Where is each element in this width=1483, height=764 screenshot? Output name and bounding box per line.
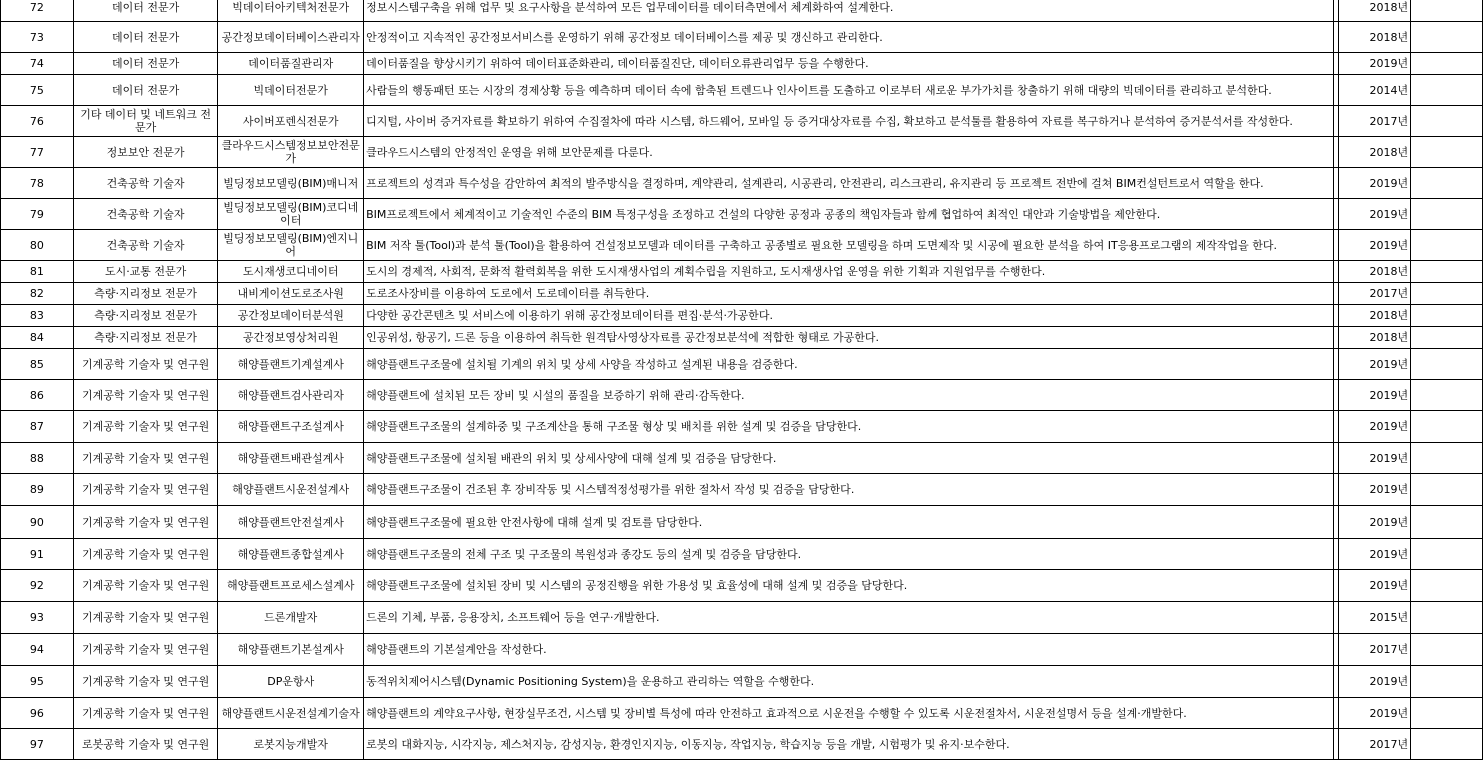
year-cell[interactable]: 2019년 bbox=[1339, 168, 1411, 199]
row-number-cell[interactable]: 82 bbox=[1, 283, 74, 305]
row-number-cell[interactable]: 74 bbox=[1, 53, 74, 75]
empty-cell[interactable] bbox=[1411, 75, 1483, 106]
row-number-cell[interactable]: 89 bbox=[1, 474, 74, 506]
description-cell[interactable]: 해양플랜트구조물에 설치될 배관의 위치 및 상세사양에 대해 설계 및 검증을 담당한다. bbox=[364, 443, 1334, 474]
category-cell[interactable]: 기계공학 기술자 및 연구원 bbox=[73, 506, 218, 539]
job-title-cell[interactable]: 빌딩정보모델링(BIM)코디네이터 bbox=[218, 199, 364, 230]
year-cell[interactable]: 2019년 bbox=[1339, 411, 1411, 443]
description-cell[interactable]: 해양플랜트구조물에 설치될 기계의 위치 및 상세 사양을 작성하고 설계된 내용을 검증한다. bbox=[364, 349, 1334, 380]
row-number-cell[interactable]: 80 bbox=[1, 230, 74, 261]
category-cell[interactable]: 기계공학 기술자 및 연구원 bbox=[73, 698, 218, 729]
row-number-cell[interactable]: 92 bbox=[1, 570, 74, 602]
empty-cell[interactable] bbox=[1411, 602, 1483, 634]
job-title-cell[interactable]: 드론개발자 bbox=[218, 602, 364, 634]
description-cell[interactable]: 해양플랜트의 계약요구사항, 현장실무조건, 시스템 및 장비별 특성에 따라 안전하고 효과적으로 시운전을 수행할 수 있도록 시운전절차서, 시운전설명서 등을 설계·개발한다. bbox=[364, 698, 1334, 729]
description-cell[interactable]: 사람들의 행동패턴 또는 시장의 경제상황 등을 예측하며 데이터 속에 함축된 트렌드나 인사이트를 도출하고 이로부터 새로운 부가가치를 창출하기 위해 대량의 빅데이터를 관리하고 분석한다. bbox=[364, 75, 1334, 106]
table-row[interactable] bbox=[1, 380, 1483, 411]
description-cell[interactable]: 데이터품질을 향상시키기 위하여 데이터표준화관리, 데이터품질진단, 데이터오류관리업무 등을 수행한다. bbox=[364, 53, 1334, 75]
row-number-cell[interactable]: 78 bbox=[1, 168, 74, 199]
row-number-cell[interactable]: 72 bbox=[1, 0, 74, 22]
description-cell[interactable]: 해양플랜트구조물이 건조된 후 장비작동 및 시스템적정성평가를 위한 절차서 작성 및 검증을 담당한다. bbox=[364, 474, 1334, 506]
row-number-cell[interactable]: 96 bbox=[1, 698, 74, 729]
year-cell[interactable]: 2014년 bbox=[1339, 75, 1411, 106]
description-cell[interactable]: 해양플랜트에 설치된 모든 장비 및 시설의 품질을 보증하기 위해 관리·감독한다. bbox=[364, 380, 1334, 411]
year-cell[interactable]: 2018년 bbox=[1339, 0, 1411, 22]
job-title-cell[interactable]: 도시재생코디네이터 bbox=[218, 261, 364, 283]
table-row[interactable] bbox=[1, 698, 1483, 729]
job-title-cell[interactable]: 해양플랜트구조설계사 bbox=[218, 411, 364, 443]
empty-cell[interactable] bbox=[1411, 474, 1483, 506]
empty-cell[interactable] bbox=[1411, 634, 1483, 666]
job-title-cell[interactable]: 해양플랜트프로세스설계사 bbox=[218, 570, 364, 602]
job-title-cell[interactable]: 빅데이터아키텍처전문가 bbox=[218, 0, 364, 22]
category-cell[interactable]: 로봇공학 기술자 및 연구원 bbox=[73, 729, 218, 760]
table-row[interactable] bbox=[1, 106, 1483, 137]
description-cell[interactable]: 드론의 기체, 부품, 응용장치, 소프트웨어 등을 연구·개발한다. bbox=[364, 602, 1334, 634]
job-title-cell[interactable]: 공간정보데이터분석원 bbox=[218, 305, 364, 327]
job-title-cell[interactable]: 해양플랜트배관설계사 bbox=[218, 443, 364, 474]
table-row[interactable] bbox=[1, 474, 1483, 506]
description-cell[interactable]: 클라우드시스템의 안정적인 운영을 위해 보안문제를 다룬다. bbox=[364, 137, 1334, 168]
job-title-cell[interactable]: 해양플랜트종합설계사 bbox=[218, 539, 364, 570]
category-cell[interactable]: 데이터 전문가 bbox=[73, 53, 218, 75]
year-cell[interactable]: 2017년 bbox=[1339, 634, 1411, 666]
category-cell[interactable]: 건축공학 기술자 bbox=[73, 199, 218, 230]
category-cell[interactable]: 기계공학 기술자 및 연구원 bbox=[73, 570, 218, 602]
table-row[interactable] bbox=[1, 75, 1483, 106]
category-cell[interactable]: 기계공학 기술자 및 연구원 bbox=[73, 411, 218, 443]
row-number-cell[interactable]: 79 bbox=[1, 199, 74, 230]
table-row[interactable] bbox=[1, 349, 1483, 380]
empty-cell[interactable] bbox=[1411, 570, 1483, 602]
empty-cell[interactable] bbox=[1411, 305, 1483, 327]
category-cell[interactable]: 기계공학 기술자 및 연구원 bbox=[73, 602, 218, 634]
table-row[interactable] bbox=[1, 137, 1483, 168]
table-row[interactable] bbox=[1, 22, 1483, 53]
year-cell[interactable]: 2018년 bbox=[1339, 137, 1411, 168]
category-cell[interactable]: 건축공학 기술자 bbox=[73, 168, 218, 199]
empty-cell[interactable] bbox=[1411, 283, 1483, 305]
empty-cell[interactable] bbox=[1411, 22, 1483, 53]
row-number-cell[interactable]: 83 bbox=[1, 305, 74, 327]
year-cell[interactable]: 2017년 bbox=[1339, 106, 1411, 137]
table-row[interactable] bbox=[1, 305, 1483, 327]
category-cell[interactable]: 기타 데이터 및 네트워크 전문가 bbox=[73, 106, 218, 137]
table-row[interactable] bbox=[1, 230, 1483, 261]
table-row[interactable] bbox=[1, 168, 1483, 199]
job-title-cell[interactable]: 공간정보영상처리원 bbox=[218, 327, 364, 349]
category-cell[interactable]: 데이터 전문가 bbox=[73, 75, 218, 106]
year-cell[interactable]: 2019년 bbox=[1339, 443, 1411, 474]
empty-cell[interactable] bbox=[1411, 199, 1483, 230]
year-cell[interactable]: 2019년 bbox=[1339, 230, 1411, 261]
category-cell[interactable]: 데이터 전문가 bbox=[73, 0, 218, 22]
row-number-cell[interactable]: 95 bbox=[1, 666, 74, 698]
year-cell[interactable]: 2019년 bbox=[1339, 570, 1411, 602]
year-cell[interactable]: 2019년 bbox=[1339, 506, 1411, 539]
empty-cell[interactable] bbox=[1411, 137, 1483, 168]
year-cell[interactable]: 2019년 bbox=[1339, 698, 1411, 729]
category-cell[interactable]: 기계공학 기술자 및 연구원 bbox=[73, 666, 218, 698]
category-cell[interactable]: 측량·지리정보 전문가 bbox=[73, 327, 218, 349]
year-cell[interactable]: 2017년 bbox=[1339, 283, 1411, 305]
row-number-cell[interactable]: 75 bbox=[1, 75, 74, 106]
table-row[interactable] bbox=[1, 0, 1483, 22]
table-row[interactable] bbox=[1, 283, 1483, 305]
empty-cell[interactable] bbox=[1411, 327, 1483, 349]
description-cell[interactable]: 다양한 공간콘텐츠 및 서비스에 이용하기 위해 공간정보데이터를 편집·분석·가공한다. bbox=[364, 305, 1334, 327]
category-cell[interactable]: 기계공학 기술자 및 연구원 bbox=[73, 474, 218, 506]
category-cell[interactable]: 정보보안 전문가 bbox=[73, 137, 218, 168]
table-row[interactable] bbox=[1, 634, 1483, 666]
job-title-cell[interactable]: 해양플랜트시운전설계사 bbox=[218, 474, 364, 506]
table-row[interactable] bbox=[1, 539, 1483, 570]
table-row[interactable] bbox=[1, 602, 1483, 634]
description-cell[interactable]: 정보시스템구축을 위해 업무 및 요구사항을 분석하여 모든 업무데이터를 데이터측면에서 체계화하여 설계한다. bbox=[364, 0, 1334, 22]
year-cell[interactable]: 2019년 bbox=[1339, 666, 1411, 698]
job-title-cell[interactable]: 빌딩정보모델링(BIM)매니저 bbox=[218, 168, 364, 199]
table-row[interactable] bbox=[1, 199, 1483, 230]
description-cell[interactable]: 해양플랜트의 기본설계안을 작성한다. bbox=[364, 634, 1334, 666]
category-cell[interactable]: 기계공학 기술자 및 연구원 bbox=[73, 380, 218, 411]
row-number-cell[interactable]: 97 bbox=[1, 729, 74, 760]
empty-cell[interactable] bbox=[1411, 261, 1483, 283]
job-title-cell[interactable]: 빅데이터전문가 bbox=[218, 75, 364, 106]
row-number-cell[interactable]: 73 bbox=[1, 22, 74, 53]
description-cell[interactable]: BIM 저작 툴(Tool)과 분석 툴(Tool)을 활용하여 건설정보모델과 데이터를 구축하고 공종별로 필요한 모델링을 하며 도면제작 및 시공에 필요한 분석을 하여 IT응용프로그램의 제작작업을 한다. bbox=[364, 230, 1334, 261]
table-row[interactable] bbox=[1, 443, 1483, 474]
empty-cell[interactable] bbox=[1411, 106, 1483, 137]
table-row[interactable] bbox=[1, 506, 1483, 539]
category-cell[interactable]: 측량·지리정보 전문가 bbox=[73, 305, 218, 327]
table-row[interactable] bbox=[1, 411, 1483, 443]
description-cell[interactable]: 해양플랜트구조물의 전체 구조 및 구조물의 복원성과 종강도 등의 설계 및 검증을 담당한다. bbox=[364, 539, 1334, 570]
empty-cell[interactable] bbox=[1411, 539, 1483, 570]
empty-cell[interactable] bbox=[1411, 443, 1483, 474]
row-number-cell[interactable]: 87 bbox=[1, 411, 74, 443]
job-title-cell[interactable]: 사이버포렌식전문가 bbox=[218, 106, 364, 137]
category-cell[interactable]: 기계공학 기술자 및 연구원 bbox=[73, 443, 218, 474]
row-number-cell[interactable]: 85 bbox=[1, 349, 74, 380]
empty-cell[interactable] bbox=[1411, 698, 1483, 729]
empty-cell[interactable] bbox=[1411, 349, 1483, 380]
empty-cell[interactable] bbox=[1411, 0, 1483, 22]
job-title-cell[interactable]: 데이터품질관리자 bbox=[218, 53, 364, 75]
description-cell[interactable]: 해양플랜트구조물에 설치된 장비 및 시스템의 공정진행을 위한 가용성 및 효율성에 대해 설계 및 검증을 담당한다. bbox=[364, 570, 1334, 602]
job-title-cell[interactable]: DP운항사 bbox=[218, 666, 364, 698]
year-cell[interactable]: 2018년 bbox=[1339, 261, 1411, 283]
empty-cell[interactable] bbox=[1411, 411, 1483, 443]
category-cell[interactable]: 기계공학 기술자 및 연구원 bbox=[73, 634, 218, 666]
year-cell[interactable]: 2019년 bbox=[1339, 539, 1411, 570]
row-number-cell[interactable]: 90 bbox=[1, 506, 74, 539]
empty-cell[interactable] bbox=[1411, 380, 1483, 411]
description-cell[interactable]: 프로젝트의 성격과 특수성을 감안하여 최적의 발주방식을 결정하며, 계약관리, 설계관리, 시공관리, 안전관리, 리스크관리, 유지관리 등 프로젝트 전반에 걸쳐 BIM컨설턴트로서 역할을 한다. bbox=[364, 168, 1334, 199]
job-title-cell[interactable]: 빌딩정보모델링(BIM)엔지니어 bbox=[218, 230, 364, 261]
category-cell[interactable]: 기계공학 기술자 및 연구원 bbox=[73, 349, 218, 380]
job-title-cell[interactable]: 해양플랜트안전설계사 bbox=[218, 506, 364, 539]
year-cell[interactable]: 2018년 bbox=[1339, 327, 1411, 349]
empty-cell[interactable] bbox=[1411, 666, 1483, 698]
year-cell[interactable]: 2018년 bbox=[1339, 22, 1411, 53]
description-cell[interactable]: 디지털, 사이버 증거자료를 확보하기 위하여 수집절차에 따라 시스템, 하드웨어, 모바일 등 증거대상자료를 수집, 확보하고 분석툴를 활용하여 자료를 복구하거나 분석하여 증거분석서를 작성한다. bbox=[364, 106, 1334, 137]
empty-cell[interactable] bbox=[1411, 506, 1483, 539]
job-title-cell[interactable]: 내비게이션도로조사원 bbox=[218, 283, 364, 305]
category-cell[interactable]: 데이터 전문가 bbox=[73, 22, 218, 53]
row-number-cell[interactable]: 88 bbox=[1, 443, 74, 474]
year-cell[interactable]: 2019년 bbox=[1339, 474, 1411, 506]
category-cell[interactable]: 도시·교통 전문가 bbox=[73, 261, 218, 283]
table-row[interactable] bbox=[1, 666, 1483, 698]
year-cell[interactable]: 2019년 bbox=[1339, 349, 1411, 380]
row-number-cell[interactable]: 76 bbox=[1, 106, 74, 137]
description-cell[interactable]: 해양플랜트구조물에 필요한 안전사항에 대해 설계 및 검토를 담당한다. bbox=[364, 506, 1334, 539]
row-number-cell[interactable]: 77 bbox=[1, 137, 74, 168]
year-cell[interactable]: 2018년 bbox=[1339, 305, 1411, 327]
description-cell[interactable]: 동적위치제어시스템(Dynamic Positioning System)을 운용하고 관리하는 역할을 수행한다. bbox=[364, 666, 1334, 698]
description-cell[interactable]: 로봇의 대화지능, 시각지능, 제스처지능, 감성지능, 환경인지지능, 이동지능, 작업지능, 학습지능 등을 개발, 시험평가 및 유지·보수한다. bbox=[364, 729, 1334, 760]
empty-cell[interactable] bbox=[1411, 230, 1483, 261]
description-cell[interactable]: 도시의 경제적, 사회적, 문화적 활력회복을 위한 도시재생사업의 계획수립을 지원하고, 도시재생사업 운영을 위한 기획과 지원업무를 수행한다. bbox=[364, 261, 1334, 283]
table-row[interactable] bbox=[1, 729, 1483, 760]
description-cell[interactable]: BIM프로젝트에서 체계적이고 기술적인 수준의 BIM 특정구성을 조정하고 건설의 다양한 공정과 공종의 책임자들과 함께 협업하여 최적인 대안과 기술방법을 제안한다. bbox=[364, 199, 1334, 230]
empty-cell[interactable] bbox=[1411, 729, 1483, 760]
row-number-cell[interactable]: 91 bbox=[1, 539, 74, 570]
year-cell[interactable]: 2019년 bbox=[1339, 199, 1411, 230]
job-title-cell[interactable]: 공간정보데이터베이스관리자 bbox=[218, 22, 364, 53]
description-cell[interactable]: 해양플랜트구조물의 설계하중 및 구조계산을 통해 구조물 형상 및 배치를 위한 설계 및 검증을 담당한다. bbox=[364, 411, 1334, 443]
description-cell[interactable]: 도로조사장비를 이용하여 도로에서 도로데이터를 취득한다. bbox=[364, 283, 1334, 305]
category-cell[interactable]: 기계공학 기술자 및 연구원 bbox=[73, 539, 218, 570]
empty-cell[interactable] bbox=[1411, 53, 1483, 75]
job-title-cell[interactable]: 해양플랜트시운전설계기술자 bbox=[218, 698, 364, 729]
year-cell[interactable]: 2015년 bbox=[1339, 602, 1411, 634]
year-cell[interactable]: 2017년 bbox=[1339, 729, 1411, 760]
row-number-cell[interactable]: 94 bbox=[1, 634, 74, 666]
table-row[interactable] bbox=[1, 327, 1483, 349]
description-cell[interactable]: 인공위성, 항공기, 드론 등을 이용하여 취득한 원격탐사영상자료를 공간정보분석에 적합한 형태로 가공한다. bbox=[364, 327, 1334, 349]
job-title-cell[interactable]: 해양플랜트기계설계사 bbox=[218, 349, 364, 380]
table-body bbox=[1, 0, 1483, 760]
year-cell[interactable]: 2019년 bbox=[1339, 380, 1411, 411]
job-title-cell[interactable]: 해양플랜트기본설계사 bbox=[218, 634, 364, 666]
row-number-cell[interactable]: 93 bbox=[1, 602, 74, 634]
job-title-cell[interactable]: 클라우드시스템정보보안전문가 bbox=[218, 137, 364, 168]
row-number-cell[interactable]: 86 bbox=[1, 380, 74, 411]
row-number-cell[interactable]: 84 bbox=[1, 327, 74, 349]
job-title-cell[interactable]: 로봇지능개발자 bbox=[218, 729, 364, 760]
table-row[interactable] bbox=[1, 261, 1483, 283]
description-cell[interactable]: 안정적이고 지속적인 공간정보서비스를 운영하기 위해 공간정보 데이터베이스를 제공 및 갱신하고 관리한다. bbox=[364, 22, 1334, 53]
category-cell[interactable]: 측량·지리정보 전문가 bbox=[73, 283, 218, 305]
empty-cell[interactable] bbox=[1411, 168, 1483, 199]
year-cell[interactable]: 2019년 bbox=[1339, 53, 1411, 75]
category-cell[interactable]: 건축공학 기술자 bbox=[73, 230, 218, 261]
row-number-cell[interactable]: 81 bbox=[1, 261, 74, 283]
table-row[interactable] bbox=[1, 53, 1483, 75]
job-title-cell[interactable]: 해양플랜트검사관리자 bbox=[218, 380, 364, 411]
table-row[interactable] bbox=[1, 570, 1483, 602]
